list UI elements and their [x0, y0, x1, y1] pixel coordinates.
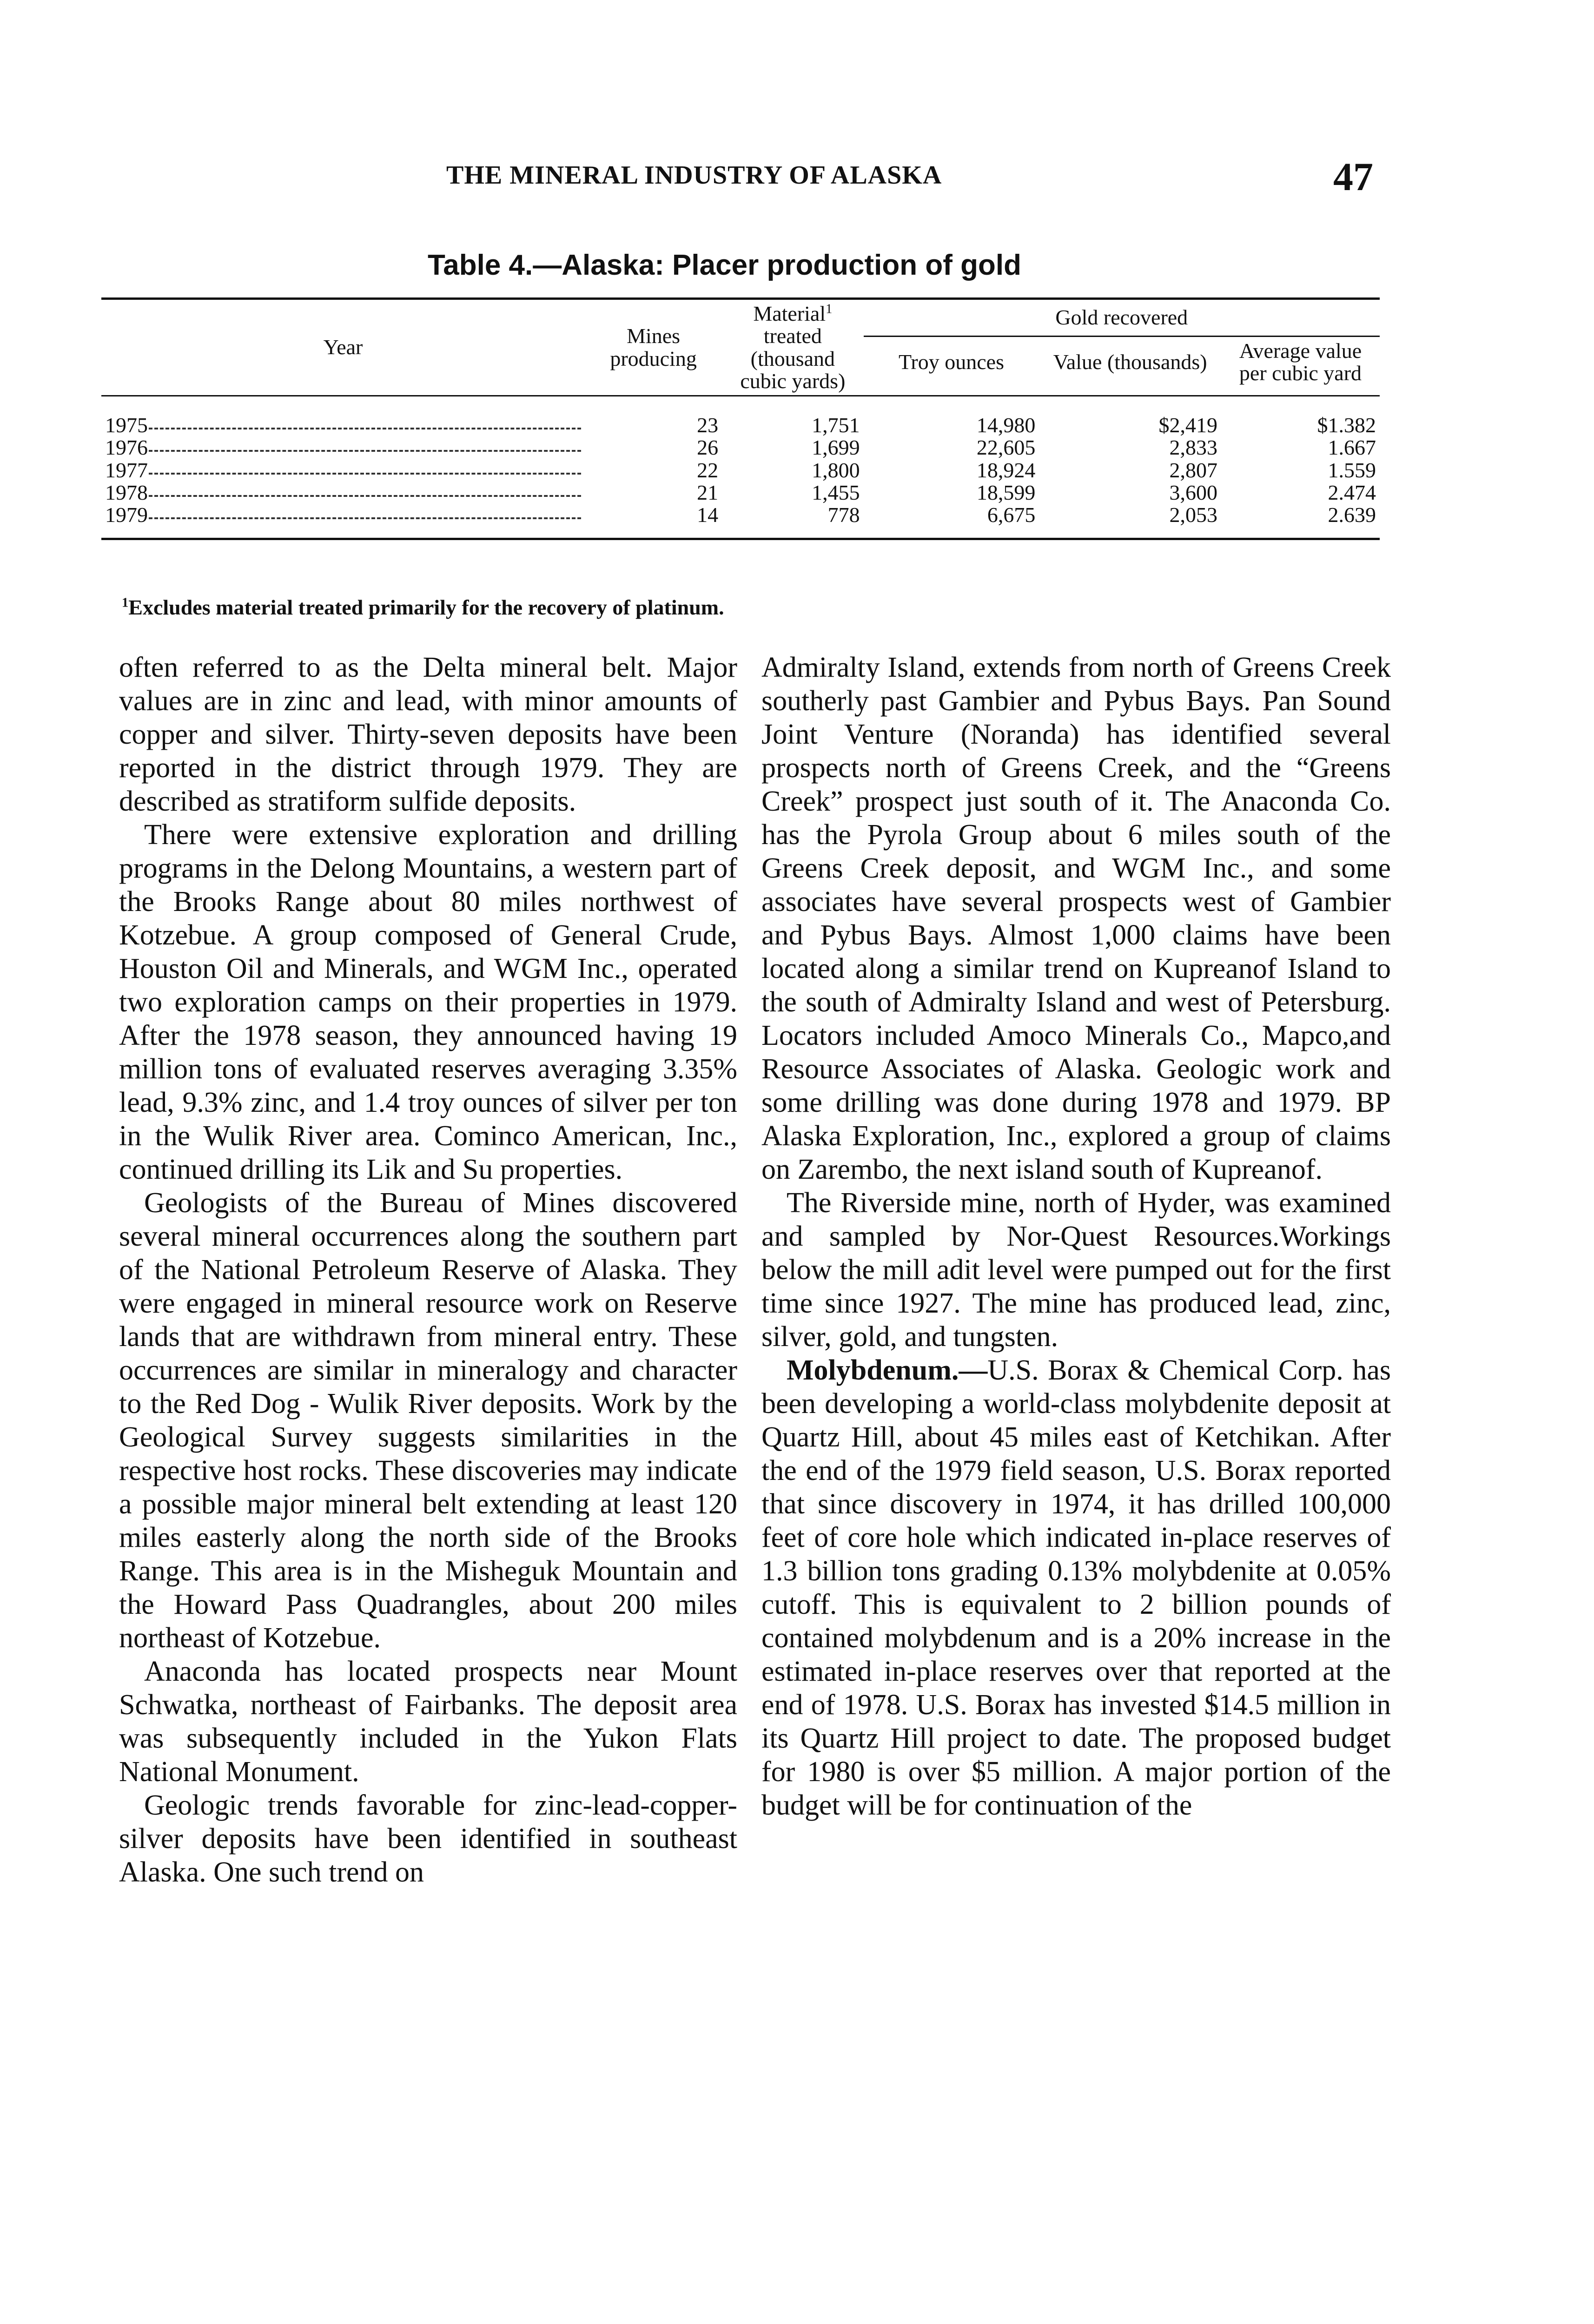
paragraph — [761, 1353, 1391, 1822]
paragraph: Geologists of the Bureau of Mines discovered several mineral occurrences along the southern part of the National Petroleum Reserve of Alaska. They were engaged in mineral resource work on Reserve lands that are withdrawn from mineral entry. These occurrences are similar in mineralogy and character to the Red Dog - Wulik River deposits. Work by the Geological Survey suggests similarities in the respective host rocks. These discoveries may indicate a possible major mineral belt extending at least 120 miles easterly along the north side of the Brooks Range. This area is in the Misheguk Mountain and the Howard Pass Quadrangles, about 200 miles northeast of Kotzebue. — [119, 1187, 737, 1654]
cell-value: 2,807 — [1169, 458, 1217, 482]
cell-year — [101, 504, 585, 539]
header-value: Value (thousands) — [1053, 350, 1207, 374]
cell-troy: 22,605 — [976, 436, 1036, 460]
cell-value: $2,419 — [1039, 396, 1221, 437]
header-mines-producing: Mines producing — [585, 299, 722, 396]
cell-mines: 21 — [697, 481, 719, 505]
cell-troy: 18,599 — [976, 481, 1036, 505]
cell-avg: 1.559 — [1328, 458, 1376, 482]
table-row — [101, 482, 1380, 504]
paragraph: Admiralty Island, extends from north of Greens Creek southerly past Gambier and Pybus Bays. Pan Sound Joint Venture (Noranda) has identified several prospects north of Greens Creek, and the “Greens Creek” prospect just south of it. The Anaconda Co. has the Pyrola Group about 6 miles south of the Greens Creek deposit, and WGM Inc., and some associates have several prospects west of Gambier and Pybus Bays. Almost 1,000 claims have been located along a similar trend on Kupreanof Island to the south of Admiralty Island and west of Petersburg. Locators included Amoco Minerals Co., Mapco,and Resource Associates of Alaska. Geologic work and some drilling was done during 1978 and 1979. BP Alaska Exploration, Inc., explored a group of claims on Zarembo, the next island south of Kupreanof. — [761, 652, 1391, 1185]
header-gold-recovered: Gold recovered — [864, 299, 1380, 337]
year-label: 1977 — [105, 458, 148, 482]
cell-mines: 26 — [697, 436, 719, 460]
cell-value: 2,053 — [1039, 504, 1221, 539]
cell-year — [101, 459, 585, 482]
header-year: Year — [101, 299, 585, 396]
paragraph: often referred to as the Delta mineral belt. Major values are in zinc and lead, with minor amounts of copper and silver. Thirty-seven deposits have been reported in the district through 1979. They are described as stratiform sulfide deposits. — [119, 652, 737, 817]
footnote-text: Excludes material treated primarily for the recovery of platinum. — [128, 595, 724, 619]
page-number: 47 — [1333, 154, 1373, 199]
header-material-main: Material — [753, 302, 826, 325]
cell-material: 1,751 — [722, 396, 863, 437]
leader-dashes — [149, 450, 581, 452]
paragraph: Anaconda has located prospects near Mount Schwatka, northeast of Fairbanks. The deposit area was subsequently included in the Yukon Flats National Monument. — [119, 1656, 737, 1788]
footnote-mark: 1 — [122, 595, 129, 610]
cell-material: 778 — [722, 504, 863, 539]
header-material-rest: treated (thousand cubic yards) — [740, 324, 846, 393]
table-title: Table 4.—Alaska: Placer production of gold — [428, 249, 1021, 281]
cell-material: 1,800 — [812, 458, 860, 482]
table-row — [101, 504, 1380, 539]
header-troy-ounces: Troy ounces — [898, 350, 1004, 374]
year-label: 1976 — [105, 436, 148, 460]
year-label: 1978 — [105, 481, 148, 505]
leader-dashes — [149, 495, 581, 497]
year-label: 1979 — [105, 503, 148, 527]
header-material-treated — [722, 299, 863, 396]
cell-material: 1,699 — [812, 436, 860, 460]
cell-value: 2,833 — [1169, 436, 1217, 460]
paragraph: There were extensive exploration and drilling programs in the Delong Mountains, a western part of the Brooks Range about 80 miles northwest of Kotzebue. A group composed of General Crude, Houston Oil and Minerals, and WGM Inc., operated two exploration camps on their properties in 1979. After the 1978 season, they announced having 19 million tons of evaluated reserves averaging 3.35% lead, 9.3% zinc, and 1.4 troy ounces of silver per ton in the Wulik River area. Cominco American, Inc., continued drilling its Lik and Su properties. — [119, 819, 737, 1185]
right-column — [761, 651, 1391, 1822]
table-row — [101, 396, 1380, 437]
table-footnote — [122, 595, 724, 620]
cell-avg: $1.382 — [1221, 396, 1380, 437]
cell-year — [101, 396, 585, 437]
cell-year — [101, 482, 585, 504]
leader-dashes — [149, 517, 581, 519]
leader-dashes — [149, 473, 581, 475]
year-label: 1975 — [105, 413, 148, 437]
cell-troy: 6,675 — [864, 504, 1039, 539]
cell-mines: 23 — [585, 396, 722, 437]
placer-gold-table — [101, 297, 1380, 540]
paragraph: The Riverside mine, north of Hyder, was examined and sampled by Nor-Quest Resources.Workings below the mill adit level were pumped out for the first time since 1927. The mine has produced lead, zinc, silver, gold, and tungsten. — [761, 1187, 1391, 1353]
cell-value: 3,600 — [1169, 481, 1217, 505]
paragraph-text: U.S. Borax & Chemical Corp. has been developing a world-class molybdenite deposit at Quartz Hill, about 45 miles east of Ketchikan. After the end of the 1979 field season, U.S. Borax reported that since discovery in 1974, it has drilled 100,000 feet of core hole which indicated in-place reserves of 1.3 billion tons grading 0.13% molybdenite at 0.05% cutoff. This is equivalent to 2 billion pounds of contained molybdenum and is a 20% increase in the estimated in-place reserves over that reported at the end of 1978. U.S. Borax has invested $14.5 million in its Quartz Hill project to date. The proposed budget for 1980 is over $5 million. A major portion of the budget will be for continuation of the — [761, 1354, 1391, 1821]
table-row — [101, 459, 1380, 482]
table-row — [101, 436, 1380, 459]
cell-troy: 14,980 — [864, 396, 1039, 437]
section-heading-molybdenum: Molybdenum.— — [787, 1354, 988, 1386]
cell-mines: 22 — [697, 458, 719, 482]
left-column — [119, 651, 737, 1889]
cell-material: 1,455 — [812, 481, 860, 505]
running-head: THE MINERAL INDUSTRY OF ALASKA — [446, 161, 942, 190]
footnote-ref: 1 — [826, 302, 833, 317]
cell-avg: 1.667 — [1328, 436, 1376, 460]
cell-avg: 2.474 — [1328, 481, 1376, 505]
paragraph: Geologic trends favorable for zinc-lead-copper-silver deposits have been identified in southeast Alaska. One such trend on — [119, 1789, 737, 1888]
cell-troy: 18,924 — [976, 458, 1036, 482]
cell-mines: 14 — [585, 504, 722, 539]
leader-dashes — [149, 428, 581, 429]
table-body — [101, 396, 1380, 539]
cell-avg: 2.639 — [1221, 504, 1380, 539]
cell-year — [101, 436, 585, 459]
header-average-value: Average value per cubic yard — [1239, 339, 1362, 385]
